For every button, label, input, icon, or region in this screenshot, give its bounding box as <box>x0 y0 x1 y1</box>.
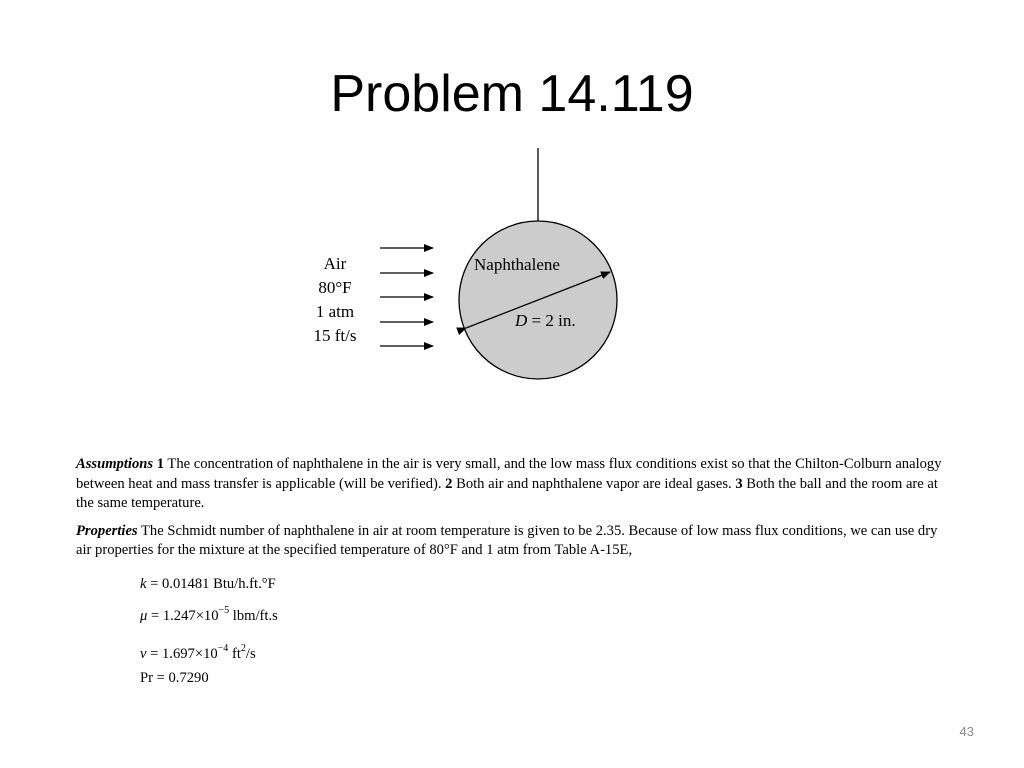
property-value: = 1.697×10 <box>146 646 218 662</box>
ball-label: Naphthalene <box>474 255 560 274</box>
diameter-label <box>515 311 576 331</box>
diameter-symbol: D <box>515 311 528 330</box>
property-unit: lbm/ft.s <box>229 608 278 624</box>
property-k <box>140 576 276 593</box>
assumption-text: Both the ball and the room are at the same temperature. <box>76 475 938 511</box>
property-nu <box>140 643 256 663</box>
property-exponent: −5 <box>218 605 230 616</box>
property-symbol: ν <box>140 646 147 662</box>
property-value: = 1.247×10 <box>147 608 219 624</box>
slide-title: Problem 14.119 <box>330 65 694 123</box>
assumptions-paragraph <box>76 455 946 514</box>
page-number: 43 <box>959 724 974 739</box>
properties-heading: Properties <box>76 522 138 539</box>
air-line: Air <box>323 254 347 273</box>
properties-paragraph <box>76 522 946 561</box>
assumption-text: The concentration of naphthalene in the air is very small, and the low mass flux conditions exist so that the Chilton-Colburn analogy between heat and mass transfer is applicable (will be verified). <box>76 456 942 492</box>
air-line: 1 atm <box>315 302 355 321</box>
assumption-text: Both air and naphthalene vapor are ideal gases. <box>452 475 736 492</box>
property-exponent: −4 <box>217 643 229 654</box>
property-value: = 0.01481 Btu/h.ft.°F <box>146 576 276 592</box>
property-pr: Pr = 0.7290 <box>140 670 209 686</box>
assumptions-heading: Assumptions <box>76 456 154 472</box>
assumption-number: 3 <box>735 475 743 492</box>
air-line: 15 ft/s <box>313 326 357 345</box>
diameter-value: = 2 in. <box>527 311 576 330</box>
air-conditions-label <box>292 252 378 348</box>
property-symbol: μ <box>140 608 148 624</box>
properties-text: The Schmidt number of naphthalene in air at room temperature is given to be 2.35. Because of low mass flux conditions, we can use dry air properties for the mixture at the specified temperature of 80°F and 1 atm from Table A-15E, <box>76 522 938 558</box>
property-exponent: 2 <box>240 643 246 654</box>
property-unit: /s <box>245 646 256 662</box>
assumption-number: 1 <box>156 456 165 472</box>
property-symbol: k <box>140 576 147 592</box>
property-mu <box>140 605 278 625</box>
air-line: 80°F <box>318 278 352 297</box>
problem-text <box>76 455 946 569</box>
assumption-number: 2 <box>445 475 453 492</box>
property-unit: ft <box>228 646 241 662</box>
